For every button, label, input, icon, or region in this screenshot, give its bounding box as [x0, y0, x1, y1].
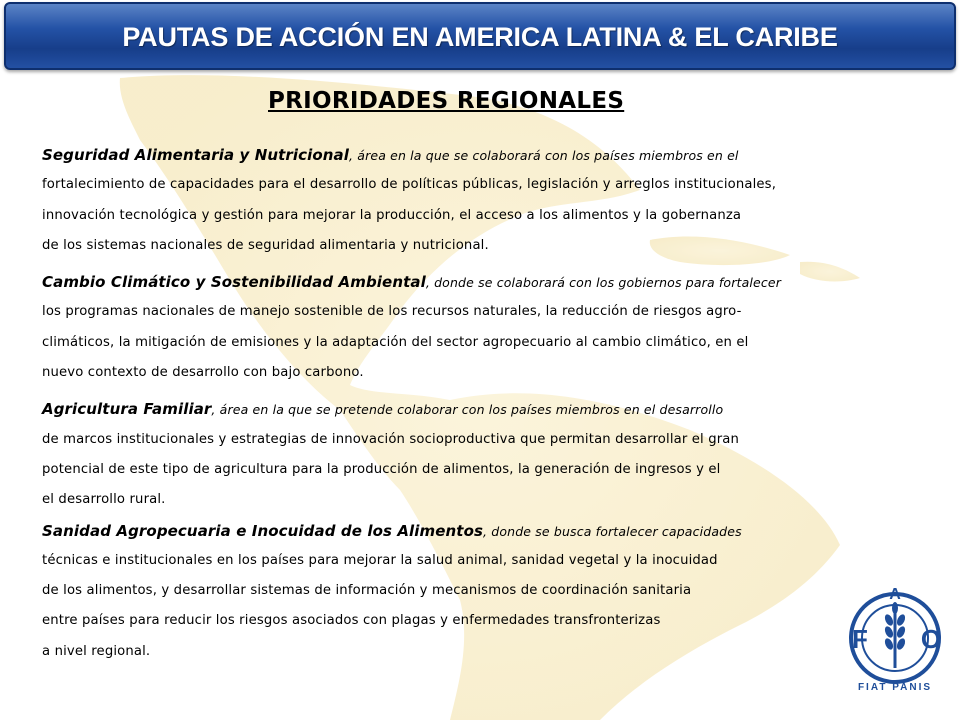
paragraph-intro: , área en la que se pretende colaborar con los países miembros en el desarrollo: [211, 402, 724, 418]
header-banner: [4, 2, 956, 70]
section-title: PRIORIDADES REGIONALES: [268, 88, 625, 114]
paragraph-line: de marcos institucionales y estrategias de innovación socioproductiva que permitan desarrollar el gran: [42, 431, 740, 447]
paragraph-heading: Seguridad Alimentaria y Nutricional: [42, 146, 350, 164]
paragraph-heading: Cambio Climático y Sostenibilidad Ambiental: [42, 273, 426, 292]
paragraph-food-safety: [42, 516, 862, 667]
logo-letter-a: A: [889, 586, 901, 603]
wheat-icon: [883, 602, 906, 668]
paragraph-first-line: [42, 394, 862, 424]
paragraph-first-line: [42, 516, 862, 546]
logo-letter-o: O: [920, 624, 942, 654]
paragraph-line: de los alimentos, y desarrollar sistemas de información y mecanismos de coordinación sanitaria: [42, 583, 692, 599]
paragraph-intro: , área en la que se colaborará con los países miembros en el: [349, 148, 739, 163]
paragraph-line: innovación tecnológica y gestión para mejorar la producción, el acceso a los alimentos y la gobernanza: [42, 207, 742, 223]
priorities-content: [42, 140, 862, 667]
fao-logo: [842, 586, 948, 698]
paragraph-line: fortalecimiento de capacidades para el desarrollo de políticas públicas, legislación y arreglos institucionales,: [42, 177, 777, 193]
paragraph-food-security: [42, 140, 862, 261]
paragraph-heading: Sanidad Agropecuaria e Inocuidad de los Alimentos: [42, 521, 483, 540]
paragraph-intro: , donde se colaborará con los gobiernos para fortalecer: [425, 275, 781, 291]
paragraph-line: nuevo contexto de desarrollo con bajo carbono.: [42, 365, 364, 381]
paragraph-first-line: [42, 140, 862, 170]
paragraph-line: entre países para reducir los riesgos asociados con plagas y enfermedades transfronterizas: [42, 613, 661, 629]
paragraph-line: potencial de este tipo de agricultura para la producción de alimentos, la generación de ingresos y el: [42, 461, 721, 477]
paragraph-intro: , donde se busca fortalecer capacidades: [483, 523, 742, 539]
paragraph-family-farming: [42, 394, 862, 515]
paragraph-heading: Agricultura Familiar: [42, 400, 212, 419]
paragraph-line: a nivel regional.: [42, 643, 151, 659]
paragraph-line: el desarrollo rural.: [42, 492, 166, 508]
paragraph-climate-change: [42, 267, 862, 388]
paragraph-line: los programas nacionales de manejo sostenible de los recursos naturales, la reducción de riesgos agro-: [42, 304, 742, 320]
paragraph-line: técnicas e institucionales en los países para mejorar la salud animal, sanidad vegetal y la inocuidad: [42, 552, 718, 568]
paragraph-line: de los sistemas nacionales de seguridad alimentaria y nutricional.: [42, 237, 489, 253]
paragraph-line: climáticos, la mitigación de emisiones y la adaptación del sector agropecuario al cambio climático, en el: [42, 334, 749, 350]
paragraph-first-line: [42, 267, 862, 297]
logo-letter-f: F: [852, 624, 868, 654]
logo-motto: FIAT PANIS: [857, 682, 933, 693]
header-title: PAUTAS DE ACCIÓN EN AMERICA LATINA & EL CARIBE: [122, 21, 838, 52]
